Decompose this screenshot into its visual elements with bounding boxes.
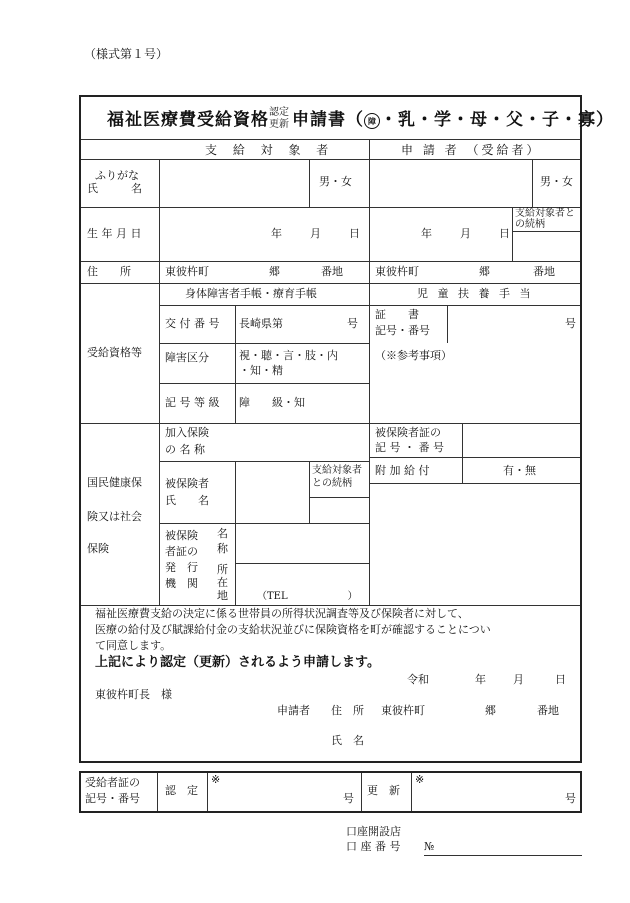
title-approval: 認定 (269, 107, 289, 118)
mayor-recipient: 東彼杵町長 様 (95, 688, 172, 701)
agency-label-4: 機 関 (165, 577, 198, 590)
approval-asterisk: ※ (211, 773, 221, 786)
application-form (79, 95, 614, 763)
handbook-header: 身体障害者手帳・療育手帳 (185, 287, 317, 300)
form-number: （様式第１号） (84, 47, 169, 61)
renewal-asterisk: ※ (415, 773, 425, 786)
target-district: 郷 (269, 265, 280, 278)
application-request: 上記により認定（更新）されるよう申請します。 (95, 655, 380, 670)
applicant-birth-day: 日 (499, 227, 510, 240)
agency-addr-label-3: 地 (217, 589, 228, 602)
consent-day: 日 (555, 673, 566, 686)
agency-name-label-2: 称 (217, 542, 228, 555)
insurance-type-label-2: の 名 称 (165, 443, 205, 456)
relation-small-2: との続柄 (312, 478, 352, 489)
agency-name-label-1: 名 (217, 527, 228, 540)
agency-label-3: 発 行 (165, 561, 198, 574)
agency-label-1: 被保険 (165, 529, 198, 542)
insured-cert-label-1: 被保険者証の (375, 426, 441, 439)
disability-values-2: ・知・精 (239, 364, 283, 377)
furigana-label: ふりがな (95, 169, 139, 182)
applicant-birth-year: 年 (421, 227, 432, 240)
relation-small-1: 支給対象者 (312, 465, 362, 476)
certificate-number-label-2: 記号・番号 (85, 792, 140, 805)
insured-cert-label-2: 記 号 ・ 番 号 (375, 441, 444, 454)
consent-line-2: 医療の給付及び賦課給付金の支給状況並びに保険資格を町が確認することについ (95, 623, 491, 636)
relation-label: 支給対象者との続柄 (515, 208, 575, 230)
applicant-address-lot: 番地 (537, 704, 559, 717)
consent-year: 年 (475, 673, 486, 686)
applicant-signature-label: 申請者 (277, 704, 310, 717)
era-label: 令和 (407, 673, 429, 686)
insurance-section-line3: 保険 (87, 542, 109, 555)
consent-line-3: て同意します。 (95, 639, 172, 652)
disability-values-1: 視・聴・言・肢・内 (239, 349, 338, 362)
applicant-name-field[interactable] (371, 161, 531, 205)
insured-name-label-1: 被保険者 (165, 477, 209, 490)
circled-disability-mark: 障 (364, 113, 380, 129)
applicant-district: 郷 (479, 265, 490, 278)
applicant-address-label: 住 所 (331, 704, 364, 717)
certificate-number-label-1: 受給者証の (85, 776, 140, 789)
agency-addr-label-1: 所 (217, 563, 228, 576)
account-number-label: 口 座 番 号 (346, 840, 401, 853)
grade-label: 記 号 等 級 (165, 396, 220, 409)
title-categories: ・乳・学・母・父・子・寡） (380, 110, 614, 130)
target-birth-month: 月 (310, 227, 321, 240)
agency-addr-label-2: 在 (217, 576, 228, 589)
applicant-town: 東彼杵町 (375, 265, 419, 278)
applicant-address-town: 東彼杵町 (381, 704, 425, 717)
insurance-section-line2: 険又は社会 (87, 510, 142, 523)
title-suffix (292, 111, 614, 131)
target-name-field[interactable] (161, 161, 307, 205)
grade-value: 障 級・知 (239, 396, 305, 409)
name-label: 氏 名 (87, 182, 142, 195)
agency-tel: （TEL ） (257, 591, 358, 602)
applicant-address-district: 郷 (485, 704, 496, 717)
additional-benefit-label: 附 加 給 付 (375, 464, 430, 477)
bank-branch-label: 口座開設店 (346, 825, 401, 838)
birthdate-label: 生 年 月 日 (87, 227, 142, 240)
account-no-symbol: № (424, 840, 435, 853)
recipient-certificate-box (79, 771, 582, 813)
eligibility-label: 受給資格等 (87, 346, 142, 359)
insurance-type-label-1: 加入保険 (165, 426, 209, 439)
address-label: 住 所 (87, 265, 131, 278)
renewal-label: 更 新 (367, 784, 400, 797)
approval-label: 認 定 (165, 784, 198, 797)
reference-note: （※参考事項） (375, 349, 452, 362)
target-birth-year: 年 (271, 227, 282, 240)
title-renewal: 更新 (269, 119, 289, 130)
handbook-go: 号 (347, 317, 358, 330)
applicant-name-signature-label: 氏 名 (331, 734, 364, 747)
insured-name-label-2: 氏 名 (165, 494, 209, 507)
insurance-section-line1: 国民健康保 (87, 476, 142, 489)
certificate-go: 号 (565, 317, 576, 330)
title-suffix-text: 申請書（ (292, 110, 364, 130)
target-lot: 番地 (321, 265, 343, 278)
consent-line-1: 福祉医療費支給の決定に係る世帯員の所得状況調査等及び保険者に対して、 (95, 607, 469, 620)
target-town: 東彼杵町 (165, 265, 209, 278)
target-birth-day: 日 (349, 227, 360, 240)
child-allowance-header: 児 童 扶 養 手 当 (417, 287, 534, 300)
consent-month: 月 (513, 673, 524, 686)
applicant-birth-month: 月 (460, 227, 471, 240)
renewal-go: 号 (565, 792, 576, 805)
form-title: 福祉医療費受給資格 (107, 110, 269, 130)
approval-go: 号 (343, 792, 354, 805)
certificate-label: 証 書 (375, 308, 419, 321)
disability-type-label: 障害区分 (165, 351, 209, 364)
yes-no-option: 有・無 (503, 464, 536, 477)
issue-number-label: 交 付 番 号 (165, 317, 220, 330)
applicant-header: 申 請 者 （受給者） (401, 143, 542, 157)
agency-label-2: 者証の (165, 545, 198, 558)
nagasaki-prefix: 長崎県第 (239, 317, 283, 330)
target-gender: 男・女 (319, 175, 352, 188)
applicant-gender: 男・女 (540, 175, 573, 188)
target-person-header: 支 給 対 象 者 (205, 143, 335, 157)
certificate-symbol-label: 記号・番号 (375, 324, 430, 337)
applicant-lot: 番地 (533, 265, 555, 278)
